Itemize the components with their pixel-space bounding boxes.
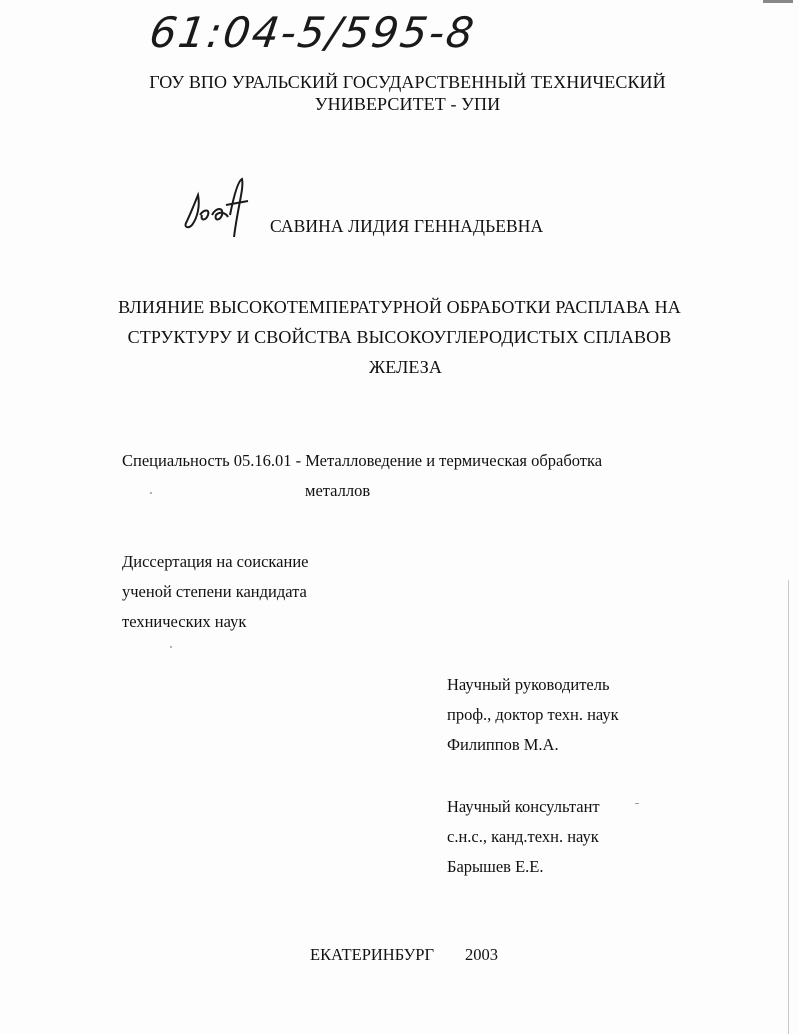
archive-code-handwritten: 61:04-5/595-8 <box>146 8 479 57</box>
scan-edge-mark <box>763 0 793 3</box>
footer-city: ЕКАТЕРИНБУРГ <box>310 945 435 964</box>
dissertation-line-1: Диссертация на соискание <box>122 552 309 571</box>
consultant-role: Научный консультант <box>447 797 600 816</box>
institution-line-2: УНИВЕРСИТЕТ - УПИ <box>314 94 501 114</box>
title-line-1: ВЛИЯНИЕ ВЫСОКОТЕМПЕРАТУРНОЙ ОБРАБОТКИ РАСПЛАВА НА <box>118 297 681 317</box>
title-line-3: ЖЕЛЕЗА <box>369 357 442 377</box>
specialty-line-2: металлов <box>305 481 371 500</box>
scan-speck <box>150 492 152 494</box>
supervisor-name: Филиппов М.А. <box>447 735 559 754</box>
scan-speck <box>635 803 639 804</box>
signature-mark <box>178 175 268 245</box>
dissertation-line-3: технических наук <box>122 612 247 631</box>
institution-line-1: ГОУ ВПО УРАЛЬСКИЙ ГОСУДАРСТВЕННЫЙ ТЕХНИЧЕСКИЙ <box>149 72 666 92</box>
scan-speck <box>170 646 172 648</box>
dissertation-line-2: ученой степени кандидата <box>122 582 307 601</box>
footer-year: 2003 <box>465 945 498 964</box>
specialty-line-1: Специальность 05.16.01 - Металловедение и термическая обработка <box>122 451 603 470</box>
title-line-2: СТРУКТУРУ И СВОЙСТВА ВЫСОКОУГЛЕРОДИСТЫХ СПЛАВОВ <box>127 327 672 347</box>
consultant-degree: с.н.с., канд.техн. наук <box>447 827 599 846</box>
supervisor-degree: проф., доктор техн. наук <box>447 705 619 724</box>
supervisor-role: Научный руководитель <box>447 675 610 694</box>
author-name: САВИНА ЛИДИЯ ГЕННАДЬЕВНА <box>270 216 544 236</box>
scan-edge-line <box>788 580 789 1034</box>
consultant-name: Барышев Е.Е. <box>447 857 544 876</box>
